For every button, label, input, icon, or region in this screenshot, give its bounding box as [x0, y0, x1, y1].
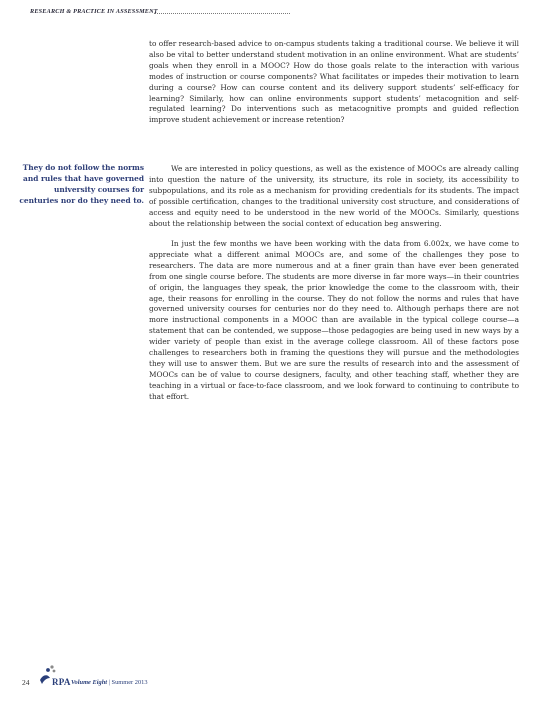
volume-label: Volume Eight	[71, 679, 108, 686]
page-footer	[22, 664, 282, 694]
pull-quote: They do not follow the norms and rules that have governed university courses for centuries nor do they need to.	[19, 163, 144, 205]
footer-issue	[71, 679, 148, 686]
body-paragraph-2: We are interested in policy questions, as well as the existence of MOOCs are already calling into question the nature of the university, its structure, its role in society, its accessibility to subpopulations, and its role as a mechanism for providing credentials for its students. The impact of possible certification, changes to the traditional university cost structure, and considerations of access and equity need to be understood in the new world of the MOOCs. Similarly, questions about the relationship between the social context of education beg answering.	[149, 164, 519, 228]
header-dotted-rule	[154, 13, 290, 14]
issue-label: Summer 2013	[111, 679, 148, 686]
page-number: 24	[22, 678, 30, 687]
body-paragraph-3: In just the few months we have been working with the data from 6.002x, we have come to appreciate what a different animal MOOCs are, and some of the challenges they pose to researchers. The data are more numerous and at a finer grain than have ever been generated from one single course before. The students are more diverse in far more ways—in their countries of origin, the languages they speak, the prior knowledge the come to the classroom with, their age, their reasons for enrolling in the course. They do not follow the norms and rules that have governed university courses for centuries nor do they need to. Although perhaps there are not more instructional components in a MOOC than are available in the typical college course—a statement that can be contended, we suppose—those pedagogies are being used in new ways by a wider variety of people than exist in the average college classroom. All of these factors pose challenges to researchers both in framing the questions they will pursue and the methodologies they will use to answer them. But we are sure the results of research into and the assessment of MOOCs can be of value to course designers, faculty, and other teaching staff, whether they are teaching in a virtual or face-to-face classroom, and we look forward to continuing to contribute to that effort.	[149, 239, 519, 401]
logo-text: RPA	[52, 677, 71, 687]
running-header	[30, 8, 530, 20]
footer-separator: |	[107, 679, 112, 686]
section-label: RESEARCH & PRACTICE IN ASSESSMENT	[30, 8, 158, 15]
body-paragraph-1: to offer research-based advice to on-campus students taking a traditional course. We believe it will also be vital to better understand student motivation in an online environment. What are students’ goals when they enroll in a MOOC? How do those goals relate to the interaction with various modes of instruction or course components? What facilitates or impedes their motivation to learn during a course? How can course content and its delivery support students’ self-efficacy for learning? Similarly, how can online environments support students’ metacognition and self-regulated learning? Do interventions such as metacognitive prompts and guided reflection improve student achievement or increase retention?	[149, 39, 519, 125]
